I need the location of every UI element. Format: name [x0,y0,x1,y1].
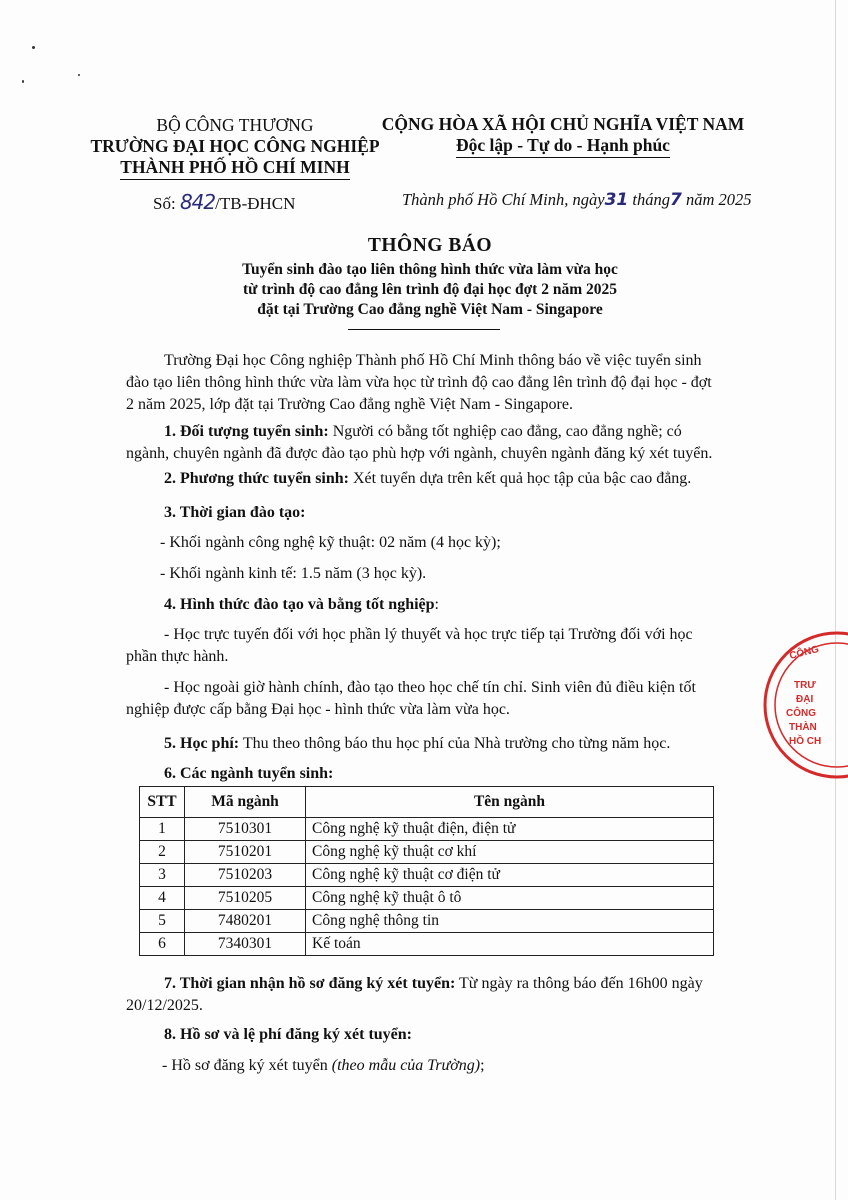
section-1-text: Người có bằng tốt nghiệp cao đẳng, cao đẳng nghề; có ngành, chuyên ngành đã được đào tạo phù hợp với ngành, chuyên ngành đăng ký xét tuyển. [126,423,713,462]
section-8-heading: 8. Hồ sơ và lệ phí đăng ký xét tuyển: [164,1026,412,1043]
table-row [140,933,714,956]
section-8-item-1-wrap [162,1055,722,1077]
cell-code: 7510203 [185,864,306,887]
table-row [140,910,714,933]
section-5-heading: 5. Học phí: [164,735,240,752]
section-4-item-1: - Học trực tuyến đối với học phần lý thuyết và học trực tiếp tại Trường đối với học phần thực hành. [126,626,693,665]
section-3 [126,502,719,524]
cell-name: Công nghệ kỹ thuật cơ khí [306,841,714,864]
stamp-text-line: CÔNG [786,708,816,719]
scan-speck [22,80,24,83]
document-number [153,190,295,214]
cell-name: Công nghệ kỹ thuật điện, điện tử [306,818,714,841]
col-header-name: Tên ngành [306,787,714,818]
section-8-item-1: - Hồ sơ đăng ký xét tuyển [162,1057,332,1074]
scan-speck [78,74,80,76]
cell-name: Công nghệ thông tin [306,910,714,933]
cell-code: 7510201 [185,841,306,864]
section-4-item-2-wrap [126,677,719,721]
section-1 [126,421,719,465]
section-5 [126,733,719,755]
cell-stt: 5 [140,910,185,933]
section-4-item-1-wrap [126,624,719,668]
page-edge [835,0,836,1200]
cell-name: Công nghệ kỹ thuật cơ điện tử [306,864,714,887]
cell-stt: 6 [140,933,185,956]
section-4-heading: 4. Hình thức đào tạo và bằng tốt nghiệp [164,596,435,613]
national-header [378,114,748,158]
col-header-stt: STT [140,787,185,818]
stamp-text [786,642,821,747]
cell-stt: 2 [140,841,185,864]
cell-stt: 3 [140,864,185,887]
table-row [140,864,714,887]
cell-code: 7510205 [185,887,306,910]
section-7-text: Từ ngày ra thông báo đến 16h00 ngày 20/12/2025. [126,975,703,1014]
university-name-line1: TRƯỜNG ĐẠI HỌC CÔNG NGHIỆP [90,136,380,156]
month-handwritten: 7 [669,190,682,210]
cell-code: 7340301 [185,933,306,956]
cell-name: Kế toán [306,933,714,956]
national-motto: Độc lập - Tự do - Hạnh phúc [456,135,670,158]
cell-stt: 4 [140,887,185,910]
section-3-heading: 3. Thời gian đào tạo: [164,504,306,521]
place-prefix: Thành phố Hồ Chí Minh, ngày [402,190,605,209]
title-underline [348,329,500,330]
section-3-item-2-wrap [160,563,720,585]
stamp-text-line: CÔNG [788,644,821,662]
notice-subtitle-line2: từ trình độ cao đẳng lên trình độ đại học đợt 2 năm 2025 [242,281,617,298]
cell-stt: 1 [140,818,185,841]
doc-number-prefix: Số: [153,194,176,213]
majors-table [139,786,714,956]
doc-number-handwritten: 842 [179,190,216,214]
day-handwritten: 31 [604,190,629,210]
ministry-name: BỘ CÔNG THƯƠNG [156,115,314,135]
intro-section [126,350,719,416]
scan-speck [32,46,35,49]
section-6 [126,763,719,785]
section-5-text: Thu theo thông báo thu học phí của Nhà trường cho từng năm học. [242,735,671,752]
doc-number-suffix: /TB-ĐHCN [215,194,296,213]
month-prefix: tháng [632,190,670,209]
section-3-item-2: - Khối ngành kinh tế: 1.5 năm (3 học kỳ). [160,565,427,582]
section-2-heading: 2. Phương thức tuyển sinh: [164,470,349,487]
section-2 [126,468,719,490]
place-date [402,190,752,210]
republic-name: CỘNG HÒA XÃ HỘI CHỦ NGHĨA VIỆT NAM [381,114,745,134]
section-8-item-1-italic: (theo mẫu của Trường) [331,1057,481,1074]
section-2-text: Xét tuyển dựa trên kết quả học tập của bậc cao đẳng. [352,470,692,487]
stamp-inner-ring [775,643,848,767]
table-row [140,818,714,841]
stamp-text-line: TRƯ [794,680,816,691]
table-row [140,887,714,910]
notice-title-block [150,235,710,320]
notice-subtitle-line3: đặt tại Trường Cao đẳng nghề Việt Nam - Singapore [257,301,603,318]
section-1-heading: 1. Đối tượng tuyển sinh: [164,423,329,440]
section-7 [126,973,719,1017]
section-6-heading: 6. Các ngành tuyển sinh: [164,765,334,782]
stamp-text-line: ĐẠI [796,694,814,705]
official-stamp [762,630,848,780]
issuer-header [80,115,390,180]
section-4-colon: : [434,596,439,613]
col-header-code: Mã ngành [185,787,306,818]
section-7-heading: 7. Thời gian nhận hồ sơ đăng ký xét tuyển: [164,975,456,992]
cell-code: 7510301 [185,818,306,841]
table-row [140,841,714,864]
notice-subtitle-line1: Tuyển sinh đào tạo liên thông hình thức vừa làm vừa học [242,261,618,278]
section-4 [126,594,719,616]
section-4-item-2: - Học ngoài giờ hành chính, đào tạo theo học chế tín chỉ. Sinh viên đủ điều kiện tốt nghiệp được cấp bằng Đại học - hình thức vừa làm vừa học. [126,679,696,718]
cell-name: Công nghệ kỹ thuật ô tô [306,887,714,910]
section-8-item-1-end: ; [480,1057,485,1074]
section-3-item-1: - Khối ngành công nghệ kỹ thuật: 02 năm (4 học kỳ); [160,534,501,551]
stamp-text-line: HỒ CH [789,736,822,747]
notice-title: THÔNG BÁO [367,235,493,256]
year-part: năm 2025 [685,190,752,209]
cell-code: 7480201 [185,910,306,933]
section-3-item-1-wrap [160,532,720,554]
stamp-text-line: THÀN [789,722,817,733]
section-8 [126,1024,719,1046]
university-name-line2: THÀNH PHỐ HỒ CHÍ MINH [120,157,349,180]
intro-paragraph: Trường Đại học Công nghiệp Thành phố Hồ Chí Minh thông báo về việc tuyển sinh đào tạo liên thông hình thức vừa làm vừa học từ trình độ cao đẳng lên trình độ đại học - đợt 2 năm 2025, lớp đặt tại Trường Cao đẳng nghề Việt Nam - Singapore. [126,352,712,413]
table-header-row [140,787,714,818]
